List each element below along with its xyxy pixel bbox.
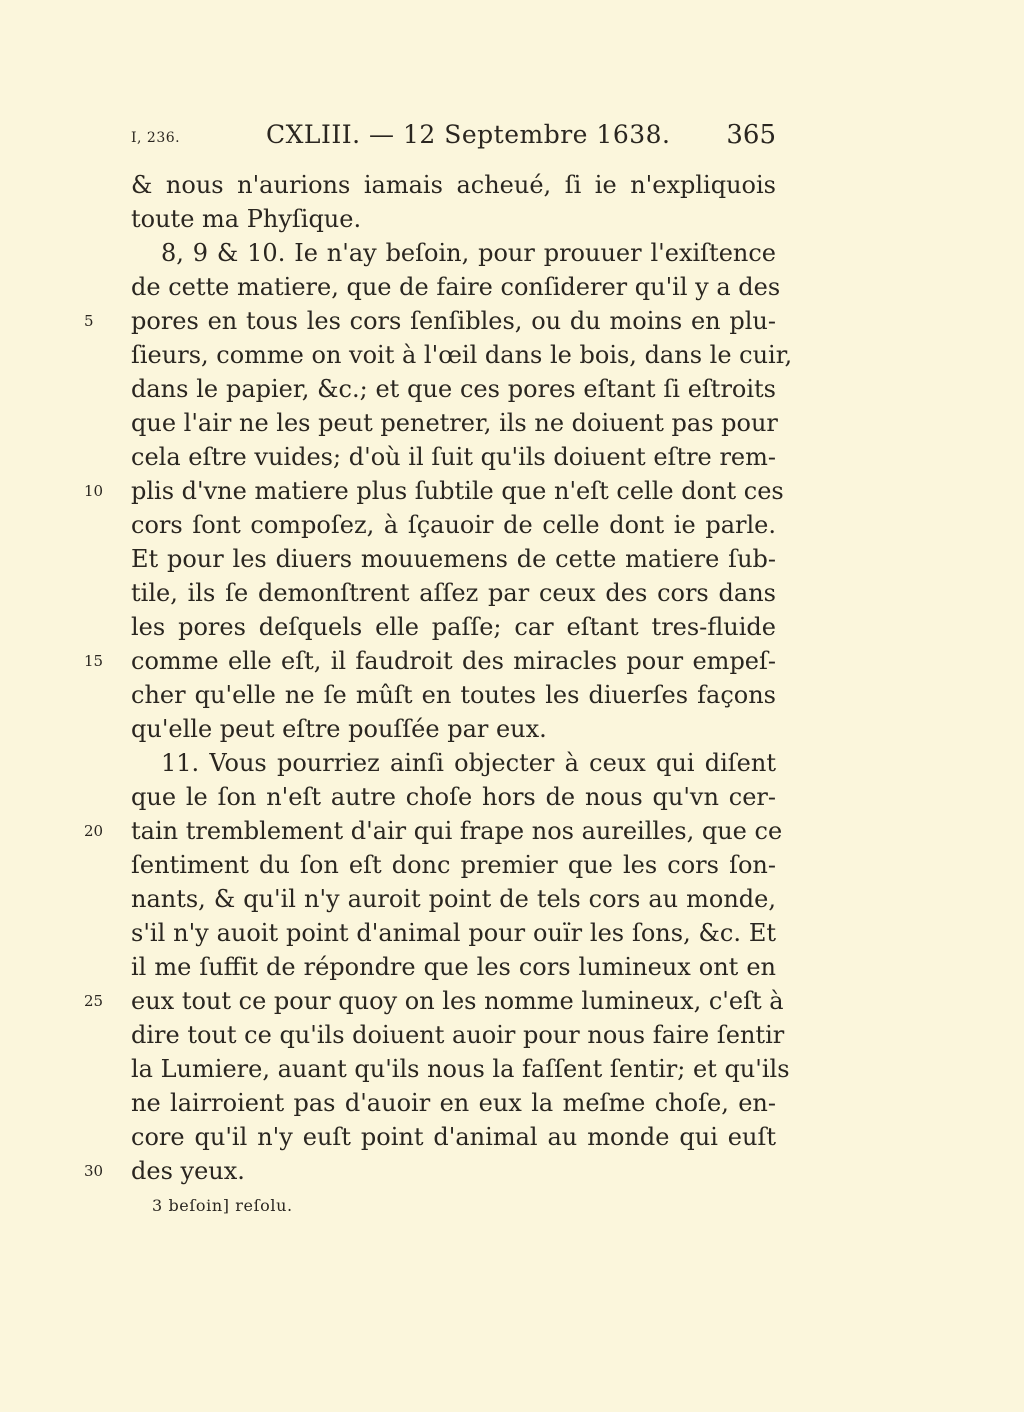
text-line bbox=[131, 440, 776, 474]
text-line bbox=[131, 1018, 785, 1052]
line-text: tain tremblement d'air qui frape nos aureilles, que ce bbox=[131, 817, 783, 845]
text-line bbox=[131, 1052, 790, 1086]
text-line bbox=[84, 984, 784, 1018]
line-text: & nous n'aurions iamais acheué, ſi ie n'expliquois bbox=[131, 171, 776, 199]
line-text: comme elle eſt, il faudroit des miracles pour empeſ- bbox=[131, 647, 776, 675]
volume-page-reference: I, 236. bbox=[131, 130, 181, 146]
line-text: cors ſont compoſez, à ſçauoir de celle dont ie parle. bbox=[131, 511, 776, 539]
line-text: ſentiment du ſon eſt donc premier que les cors ſon- bbox=[131, 851, 776, 879]
text-line bbox=[131, 1120, 776, 1154]
text-line bbox=[131, 712, 776, 746]
text-line bbox=[131, 848, 776, 882]
text-line bbox=[131, 338, 793, 372]
line-text: dire tout ce qu'ils doiuent auoir pour nous faire ſentir bbox=[131, 1021, 785, 1049]
text-line bbox=[131, 678, 776, 712]
text-line bbox=[131, 882, 776, 916]
letter-heading: CXLIII. — 12 Septembre 1638. bbox=[266, 120, 671, 149]
text-line bbox=[84, 1154, 776, 1188]
text-line bbox=[131, 1086, 776, 1120]
body-text bbox=[84, 168, 793, 1188]
line-text: nants, & qu'il n'y auroit point de tels cors au monde, bbox=[131, 885, 776, 913]
line-number: 30 bbox=[84, 1162, 104, 1180]
line-number: 25 bbox=[84, 992, 104, 1010]
text-line bbox=[131, 746, 776, 780]
line-text: ne lairroient pas d'auoir en eux la meſme choſe, en- bbox=[131, 1089, 776, 1117]
line-text: la Lumiere, auant qu'ils nous la faſſent ſentir; et qu'ils bbox=[131, 1055, 790, 1083]
line-number: 20 bbox=[84, 822, 104, 840]
line-text: Et pour les diuers mouuemens de cette matiere ſub- bbox=[131, 545, 776, 573]
text-line bbox=[84, 474, 784, 508]
running-header bbox=[131, 118, 776, 158]
text-line bbox=[131, 168, 776, 202]
line-text: core qu'il n'y euſt point d'animal au monde qui euſt bbox=[131, 1123, 776, 1151]
text-line bbox=[131, 950, 776, 984]
line-text: cela eſtre vuides; d'où il ſuit qu'ils doiuent eſtre rem- bbox=[131, 443, 776, 471]
text-line bbox=[131, 508, 776, 542]
text-line bbox=[84, 814, 783, 848]
line-number: 10 bbox=[84, 482, 104, 500]
line-text: pores en tous les cors ſenſibles, ou du moins en plu- bbox=[131, 307, 776, 335]
line-text: 11. Vous pourriez ainſi objecter à ceux qui diſent bbox=[161, 749, 776, 777]
text-line bbox=[131, 542, 776, 576]
line-text: s'il n'y auoit point d'animal pour ouïr les ſons, &c. Et bbox=[131, 919, 776, 947]
line-text: qu'elle peut eſtre pouſſée par eux. bbox=[131, 715, 547, 743]
line-text: de cette matiere, que de faire conſiderer qu'il y a des bbox=[131, 273, 781, 301]
line-text: 8, 9 & 10. Ie n'ay beſoin, pour prouuer l'exiſtence bbox=[161, 239, 776, 267]
text-line bbox=[84, 644, 776, 678]
line-text: cher qu'elle ne ſe mûſt en toutes les diuerſes façons bbox=[131, 681, 776, 709]
text-line bbox=[131, 372, 776, 406]
text-line bbox=[131, 406, 776, 440]
line-number: 5 bbox=[84, 312, 94, 330]
line-text: toute ma Phyſique. bbox=[131, 205, 362, 233]
footnote: 3 beſoin] reſolu. bbox=[152, 1196, 293, 1215]
line-text: eux tout ce pour quoy on les nomme lumineux, c'eſt à bbox=[131, 987, 784, 1015]
line-number: 15 bbox=[84, 652, 104, 670]
line-text: ſieurs, comme on voit à l'œil dans le bois, dans le cuir, bbox=[131, 341, 793, 369]
text-line bbox=[131, 780, 776, 814]
line-text: tile, ils ſe demonſtrent aſſez par ceux des cors dans bbox=[131, 579, 776, 607]
page-number: 365 bbox=[726, 120, 776, 150]
text-line bbox=[84, 304, 776, 338]
line-text: plis d'vne matiere plus ſubtile que n'eſt celle dont ces bbox=[131, 477, 784, 505]
line-text: il me ſuffit de répondre que les cors lumineux ont en bbox=[131, 953, 776, 981]
line-text: que l'air ne les peut penetrer, ils ne doiuent pas pour bbox=[131, 409, 778, 437]
line-text: des yeux. bbox=[131, 1157, 245, 1185]
text-line bbox=[131, 576, 776, 610]
text-line bbox=[131, 270, 781, 304]
text-line bbox=[131, 202, 776, 236]
text-line bbox=[131, 916, 776, 950]
line-text: les pores deſquels elle paſſe; car eſtant tres-fluide bbox=[131, 613, 776, 641]
line-text: que le ſon n'eſt autre choſe hors de nous qu'vn cer- bbox=[131, 783, 776, 811]
text-line bbox=[131, 236, 776, 270]
line-text: dans le papier, &c.; et que ces pores eſtant ſi eſtroits bbox=[131, 375, 776, 403]
text-line bbox=[131, 610, 776, 644]
